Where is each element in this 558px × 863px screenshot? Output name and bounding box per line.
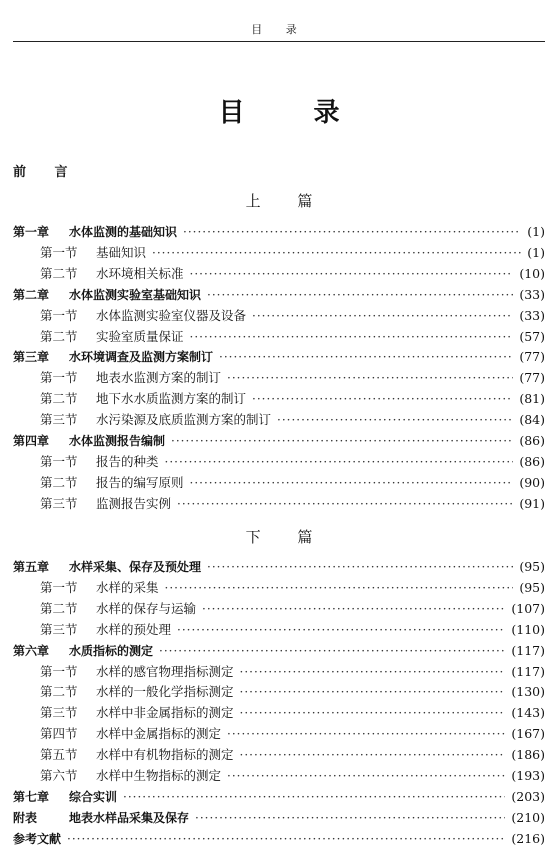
entry-title: 水体监测实验室基础知识 [69,287,202,302]
toc-chapter-entry[interactable] [13,829,545,849]
entry-number: 第二节 [40,474,78,490]
dot-leader [190,264,514,284]
entry-number: 第一节 [40,307,78,323]
toc-chapter-entry[interactable] [13,347,545,367]
dot-leader [252,389,513,409]
toc-chapter-entry[interactable] [13,431,545,451]
entry-title: 水体监测报告编制 [69,434,166,448]
page-number: (107) [511,600,545,616]
dot-leader [227,766,505,786]
dot-leader [227,724,505,744]
entry-number: 第一章 [13,225,50,239]
page-number: (81) [519,391,545,407]
dot-leader [165,452,514,472]
dot-leader [159,641,505,661]
preface-entry[interactable]: 前 言 [13,165,80,180]
entry-title: 水体监测的基础知识 [69,225,178,239]
entry-number: 第五章 [13,560,50,574]
page-number: (167) [511,726,545,742]
toc-chapter-entry[interactable] [13,285,545,305]
dot-leader [219,347,513,367]
page-number: (95) [519,579,545,595]
entry-number: 参考文献 [13,831,62,846]
page-number: (90) [519,474,545,490]
page-number: (57) [519,328,545,344]
page-number: (33) [519,286,545,302]
entry-title: 实验室质量保证 [96,328,184,344]
toc-section-entry[interactable] [13,494,545,514]
page-number: (216) [511,830,545,846]
toc-section-entry[interactable] [13,620,545,640]
entry-number: 第一节 [40,244,78,260]
dot-leader [123,787,505,807]
running-header: 目 录 [251,23,307,36]
dot-leader [240,745,506,765]
entry-title: 水环境调查及监测方案制订 [69,350,214,365]
entry-number: 第二节 [40,600,78,616]
entry-number: 第三节 [40,705,78,721]
entry-title: 水样的预处理 [96,621,172,637]
page-number: (193) [511,768,545,783]
part-heading-lower: 下 篇 [245,528,329,546]
entry-number: 第三章 [13,350,50,365]
entry-title: 水样的感官物理指标测定 [96,663,234,679]
dot-leader [190,473,514,493]
dot-leader [171,431,513,451]
toc-section-entry[interactable] [13,599,545,619]
entry-number: 第七章 [13,789,50,804]
page-number: (91) [519,495,545,511]
entry-title: 水样的保存与运输 [96,600,197,616]
page-number: (143) [511,705,545,721]
entry-title: 地表水样品采集及保存 [69,810,190,825]
dot-leader [67,829,505,849]
dot-leader [190,327,514,347]
toc-section-entry[interactable] [13,745,545,765]
dot-leader [202,599,505,619]
toc-section-entry[interactable] [13,389,545,409]
page-number: (117) [511,642,545,658]
toc-chapter-entry[interactable] [13,787,545,807]
page-number: (117) [511,663,545,679]
dot-leader [252,306,513,326]
page-number: (186) [511,747,545,763]
entry-title: 监测报告实例 [96,495,172,511]
entry-title: 地表水监测方案的制订 [96,370,222,386]
page-number: (95) [519,559,545,574]
toc-section-entry[interactable] [13,368,545,388]
dot-leader [227,368,513,388]
toc-section-entry[interactable] [13,682,545,702]
page-number: (1) [527,244,545,260]
page-number: (84) [519,412,545,428]
entry-number: 第一节 [40,579,78,595]
entry-number: 第五节 [40,747,78,763]
entry-title: 水样采集、保存及预处理 [69,560,202,574]
page-number: (86) [519,453,545,469]
dot-leader [183,222,521,242]
entry-number: 第二节 [40,328,78,344]
page-number: (77) [519,349,545,365]
entry-number: 第一节 [40,453,78,469]
entry-title: 水样中金属指标的测定 [96,726,222,742]
page-number: (86) [519,433,545,448]
entry-number: 第四章 [13,434,50,448]
entry-title: 水环境相关标准 [96,265,184,281]
entry-number: 第四节 [40,726,78,742]
entry-number: 第三节 [40,621,78,637]
toc-section-entry[interactable] [13,662,545,682]
entry-title: 水样中有机物指标的测定 [96,747,234,763]
entry-title: 水质指标的测定 [69,643,154,658]
toc-section-entry[interactable] [13,724,545,744]
toc-section-entry[interactable] [13,703,545,723]
entry-number: 第一节 [40,370,78,386]
dot-leader [165,578,514,598]
page-number: (1) [527,224,545,239]
dot-leader [277,410,513,430]
header-rule [13,41,545,42]
entry-title: 水样的一般化学指标测定 [96,684,234,700]
entry-number: 第二节 [40,684,78,700]
page-number: (210) [511,809,545,825]
entry-number: 第二节 [40,265,78,281]
page-number: (33) [519,307,545,323]
toc-chapter-entry[interactable] [13,222,545,242]
entry-number: 第二节 [40,391,78,407]
entry-number: 第三节 [40,412,78,428]
entry-title: 水样中生物指标的测定 [96,768,222,783]
page-number: (77) [519,370,545,386]
toc-section-entry[interactable] [13,578,545,598]
entry-title: 水污染源及底质监测方案的制订 [96,412,272,428]
dot-leader [240,682,506,702]
entry-number: 第一节 [40,663,78,679]
dot-leader [207,557,513,577]
dot-leader [177,494,513,514]
entry-number: 第六章 [13,643,50,658]
toc-chapter-entry[interactable] [13,557,545,577]
toc-section-entry[interactable] [13,243,545,263]
dot-leader [207,285,513,305]
entry-title: 报告的编写原则 [96,474,184,490]
dot-leader [177,620,505,640]
toc-section-entry[interactable] [13,766,545,786]
part-heading-upper: 上 篇 [245,192,329,210]
entry-number: 第二章 [13,287,50,302]
entry-title: 水样中非金属指标的测定 [96,705,234,721]
page-number: (203) [511,788,545,804]
entry-title: 水样的采集 [96,579,159,595]
toc-section-entry[interactable] [13,452,545,472]
toc-section-entry[interactable] [13,327,545,347]
dot-leader [240,703,506,723]
page-number: (130) [511,684,545,700]
toc-section-entry[interactable] [13,410,545,430]
toc-chapter-entry[interactable] [13,641,545,661]
toc-section-entry[interactable] [13,264,545,284]
toc-section-entry[interactable] [13,306,545,326]
entry-number: 附表 [13,810,38,825]
entry-number: 第三节 [40,495,78,511]
entry-title: 报告的种类 [96,453,159,469]
dot-leader [240,662,506,682]
entry-title: 水体监测实验室仪器及设备 [96,307,247,323]
page-title: 目 录 [218,98,370,128]
dot-leader [195,808,505,828]
toc-chapter-entry[interactable] [13,808,545,828]
entry-title: 综合实训 [69,789,118,804]
page-number: (10) [519,265,545,281]
entry-title: 基础知识 [96,244,147,260]
page-number: (110) [511,621,545,637]
dot-leader [152,243,521,263]
entry-title: 地下水水质监测方案的制订 [96,391,247,407]
toc-section-entry[interactable] [13,473,545,493]
entry-number: 第六节 [40,768,78,783]
